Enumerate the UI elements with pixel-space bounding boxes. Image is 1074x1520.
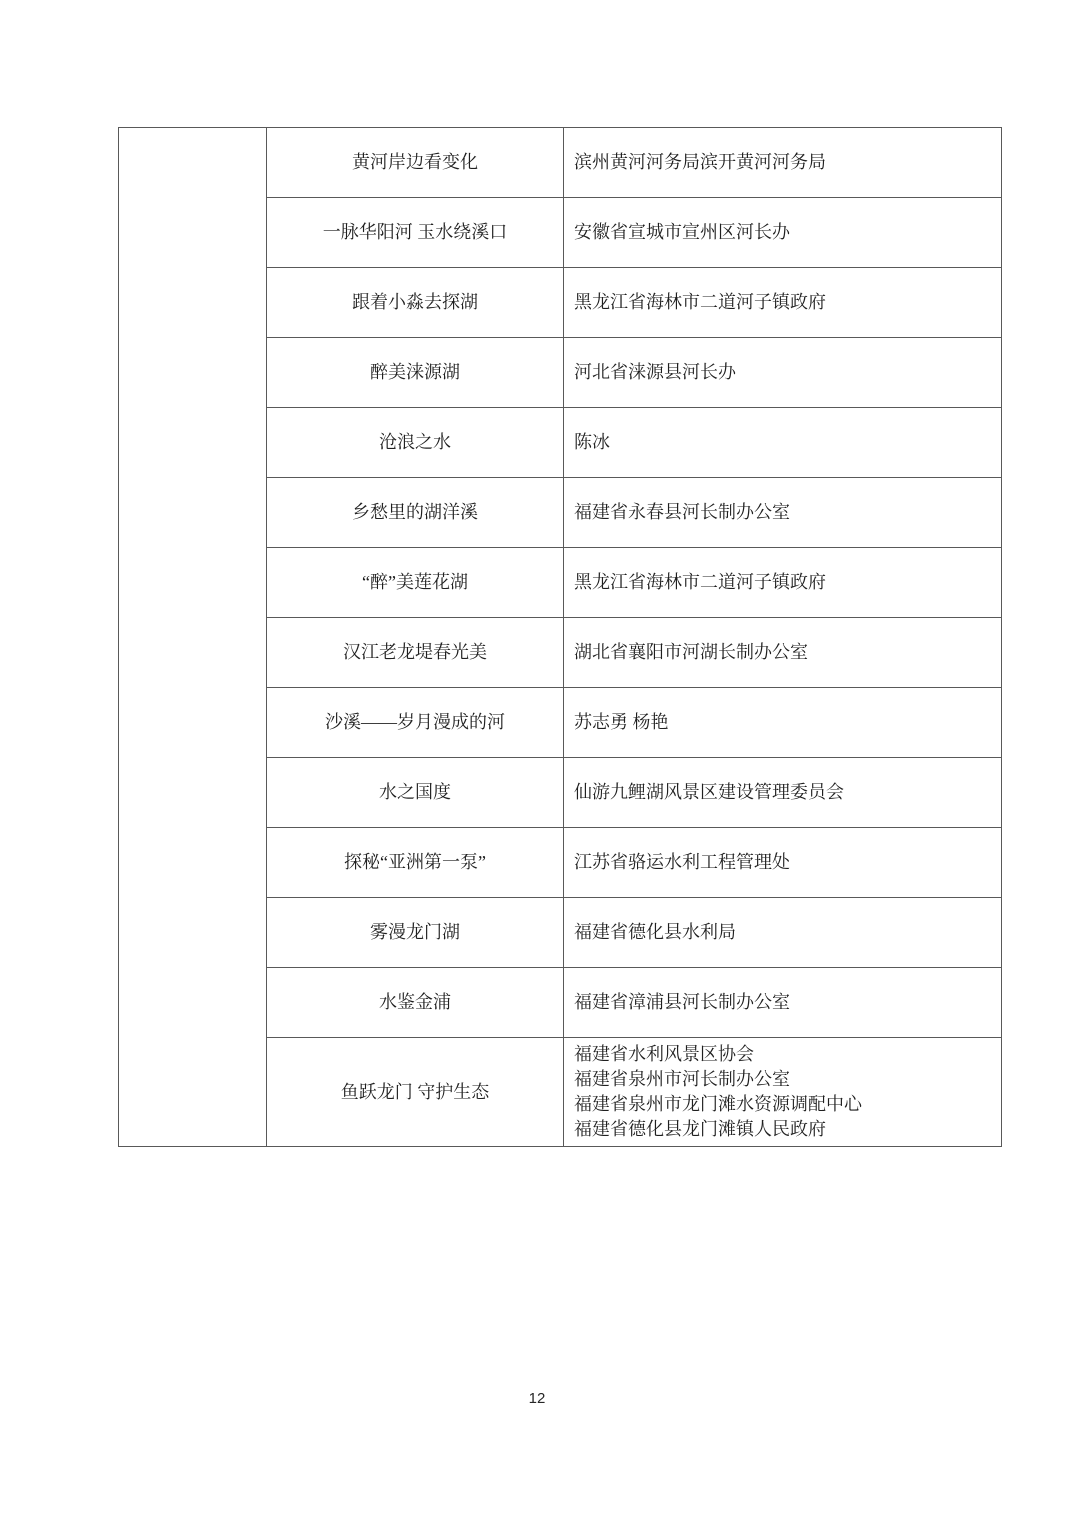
- org-line: 安徽省宣城市宣州区河长办: [574, 222, 790, 242]
- org-line: 福建省德化县龙门滩镇人民政府: [574, 1119, 826, 1139]
- org-line: 湖北省襄阳市河湖长制办公室: [574, 642, 808, 662]
- entry-org-cell: [564, 1038, 1002, 1147]
- category-cell-empty: [119, 128, 267, 1147]
- org-line: 福建省泉州市河长制办公室: [574, 1069, 790, 1089]
- entry-title-cell: 鱼跃龙门 守护生态: [267, 1038, 564, 1147]
- org-line: 黑龙江省海林市二道河子镇政府: [574, 292, 826, 312]
- entry-title-cell: 一脉华阳河 玉水绕溪口: [267, 198, 564, 268]
- entry-title-cell: 探秘“亚洲第一泵”: [267, 828, 564, 898]
- entry-title-cell: 醉美涞源湖: [267, 338, 564, 408]
- entry-title-cell: 水之国度: [267, 758, 564, 828]
- org-line: 苏志勇 杨艳: [574, 712, 669, 732]
- org-line: 河北省涞源县河长办: [574, 362, 736, 382]
- org-line: 福建省德化县水利局: [574, 922, 736, 942]
- entry-title-cell: 乡愁里的湖洋溪: [267, 478, 564, 548]
- award-table: [118, 127, 1002, 1147]
- entry-org-cell: [564, 478, 1002, 548]
- award-table-body: [119, 128, 1002, 1147]
- entry-title-cell: 水鉴金浦: [267, 968, 564, 1038]
- org-line: 仙游九鲤湖风景区建设管理委员会: [574, 782, 844, 802]
- org-line: 福建省泉州市龙门滩水资源调配中心: [574, 1094, 862, 1114]
- entry-org-cell: [564, 618, 1002, 688]
- table-row: [119, 128, 1002, 198]
- entry-org-cell: [564, 758, 1002, 828]
- page-number: 12: [528, 1390, 546, 1407]
- entry-org-cell: [564, 898, 1002, 968]
- entry-org-cell: [564, 198, 1002, 268]
- entry-org-cell: [564, 828, 1002, 898]
- entry-org-cell: [564, 688, 1002, 758]
- entry-org-cell: [564, 408, 1002, 478]
- org-line: 江苏省骆运水利工程管理处: [574, 852, 790, 872]
- entry-title-cell: 沙溪——岁月漫成的河: [267, 688, 564, 758]
- org-line: 福建省水利风景区协会: [574, 1044, 754, 1064]
- entry-org-cell: [564, 968, 1002, 1038]
- org-line: 福建省永春县河长制办公室: [574, 502, 790, 522]
- entry-title-cell: 跟着小淼去探湖: [267, 268, 564, 338]
- entry-org-cell: [564, 338, 1002, 408]
- entry-title-cell: 雾漫龙门湖: [267, 898, 564, 968]
- org-line: 陈冰: [574, 432, 610, 452]
- entry-title-cell: “醉”美莲花湖: [267, 548, 564, 618]
- org-line: 滨州黄河河务局滨开黄河河务局: [574, 152, 826, 172]
- entry-org-cell: [564, 548, 1002, 618]
- org-line: 黑龙江省海林市二道河子镇政府: [574, 572, 826, 592]
- org-line: 福建省漳浦县河长制办公室: [574, 992, 790, 1012]
- entry-org-cell: [564, 128, 1002, 198]
- entry-org-cell: [564, 268, 1002, 338]
- entry-title-cell: 黄河岸边看变化: [267, 128, 564, 198]
- entry-title-cell: 汉江老龙堤春光美: [267, 618, 564, 688]
- entry-title-cell: 沧浪之水: [267, 408, 564, 478]
